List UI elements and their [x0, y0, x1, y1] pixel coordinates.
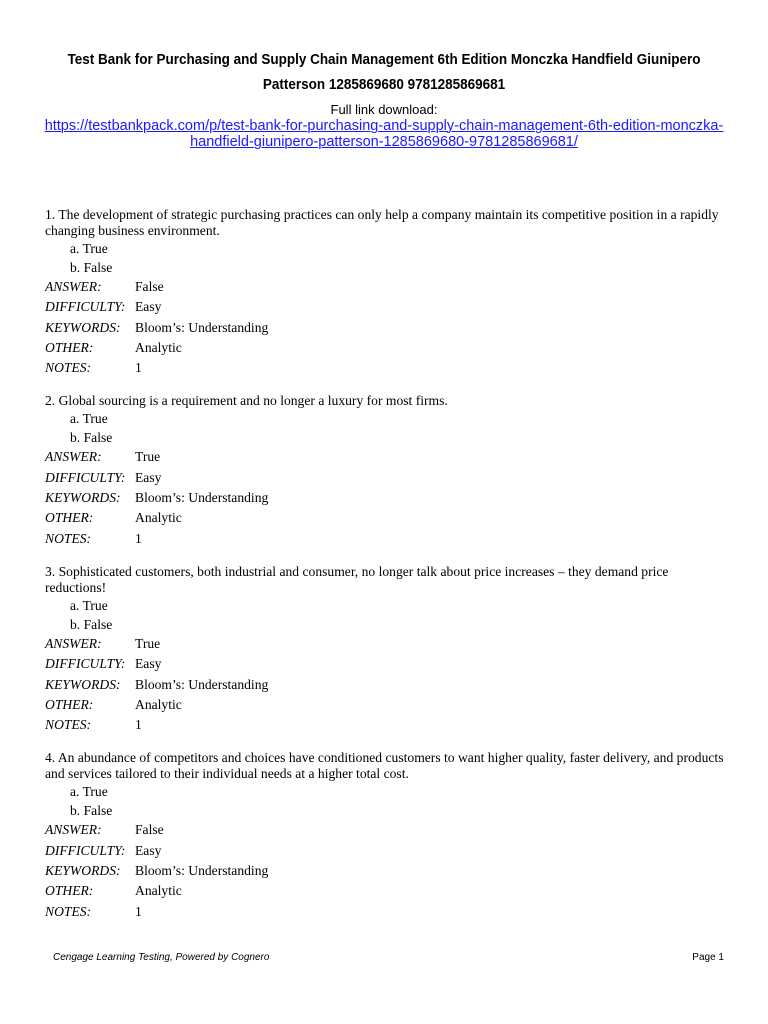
notes-label: NOTES: — [45, 360, 92, 376]
notes-row — [45, 358, 725, 378]
other-row — [45, 338, 725, 358]
question-4 — [45, 750, 725, 921]
other-label: OTHER: — [45, 883, 94, 899]
answer-label: ANSWER: — [45, 449, 102, 465]
option-b: b. False — [70, 803, 113, 819]
answer-label: ANSWER: — [45, 635, 102, 651]
other-label: OTHER: — [45, 510, 94, 526]
keywords-value: Bloom’s: Understanding — [135, 319, 269, 335]
difficulty-label: DIFFICULTY: — [45, 656, 126, 672]
difficulty-value: Easy — [135, 469, 162, 485]
notes-label: NOTES: — [45, 903, 92, 919]
difficulty-value: Easy — [135, 656, 162, 672]
question-2 — [45, 393, 725, 548]
answer-value: True — [135, 635, 161, 651]
other-value: Analytic — [135, 696, 182, 712]
question-text: 4. An abundance of competitors and choices have conditioned customers to want higher quality, faster delivery, and products and services tailored to their individual needs at a higher total cost. — [45, 750, 724, 782]
option-b: b. False — [70, 616, 113, 632]
keywords-value: Bloom’s: Understanding — [135, 863, 269, 879]
question-1 — [45, 207, 725, 378]
keywords-value: Bloom’s: Understanding — [135, 490, 269, 506]
option-b: b. False — [70, 430, 113, 446]
difficulty-label: DIFFICULTY: — [45, 469, 126, 485]
difficulty-row — [45, 841, 725, 861]
notes-row — [45, 902, 725, 922]
document-title-line-1: Test Bank for Purchasing and Supply Chain Management 6th Edition Monczka Handfield Giunipero — [67, 52, 701, 68]
keywords-row — [45, 861, 725, 881]
option-b: b. False — [70, 260, 113, 275]
answer-value: False — [135, 822, 164, 838]
question-text: 1. The development of strategic purchasing practices can only help a company maintain its competitive position in a rapidly changing business environment. — [45, 207, 719, 238]
question-text: 3. Sophisticated customers, both industrial and consumer, no longer talk about price increases – they demand price reductions! — [45, 563, 669, 595]
answer-row — [45, 820, 725, 840]
answer-row — [45, 447, 725, 467]
option-a: a. True — [70, 241, 108, 256]
difficulty-value: Easy — [135, 842, 162, 858]
keywords-row — [45, 675, 725, 695]
difficulty-row — [45, 654, 725, 674]
other-label: OTHER: — [45, 339, 94, 355]
answer-label: ANSWER: — [45, 279, 102, 294]
other-value: Analytic — [135, 339, 182, 355]
notes-value: 1 — [135, 903, 142, 919]
difficulty-row — [45, 468, 725, 488]
notes-value: 1 — [135, 530, 142, 546]
download-link[interactable]: https://testbankpack.com/p/test-bank-for-purchasing-and-supply-chain-management-6th-edition-monczka-handfield-giunipero-patterson-1285869680-9781285869681/ — [44, 118, 724, 150]
notes-value: 1 — [135, 717, 142, 733]
page-footer — [53, 952, 724, 963]
difficulty-value: Easy — [135, 299, 162, 315]
difficulty-row — [45, 297, 725, 317]
option-a: a. True — [70, 597, 108, 613]
keywords-row — [45, 488, 725, 508]
other-label: OTHER: — [45, 696, 94, 712]
option-a: a. True — [70, 784, 108, 800]
notes-row — [45, 529, 725, 549]
keywords-row — [45, 318, 725, 338]
notes-value: 1 — [135, 360, 142, 376]
document-title-line-2: Patterson 1285869680 9781285869681 — [262, 77, 506, 93]
answer-row — [45, 634, 725, 654]
answer-label: ANSWER: — [45, 822, 102, 838]
other-value: Analytic — [135, 510, 182, 526]
option-a: a. True — [70, 411, 108, 427]
question-3 — [45, 564, 725, 735]
footer-credit: Cengage Learning Testing, Powered by Cognero — [53, 952, 270, 963]
notes-row — [45, 715, 725, 735]
full-link-label: Full link download: — [330, 102, 438, 117]
page-number: Page 1 — [692, 952, 724, 963]
keywords-label: KEYWORDS: — [45, 490, 121, 506]
answer-value: False — [135, 279, 164, 294]
other-value: Analytic — [135, 883, 182, 899]
other-row — [45, 508, 725, 528]
difficulty-label: DIFFICULTY: — [45, 842, 126, 858]
question-text: 2. Global sourcing is a requirement and no longer a luxury for most firms. — [45, 393, 448, 409]
notes-label: NOTES: — [45, 530, 92, 546]
difficulty-label: DIFFICULTY: — [45, 299, 126, 315]
other-row — [45, 881, 725, 901]
keywords-label: KEYWORDS: — [45, 676, 121, 692]
other-row — [45, 695, 725, 715]
keywords-label: KEYWORDS: — [45, 319, 121, 335]
question-list — [45, 207, 725, 937]
answer-value: True — [135, 449, 161, 465]
answer-row — [45, 277, 725, 297]
keywords-value: Bloom’s: Understanding — [135, 676, 269, 692]
notes-label: NOTES: — [45, 717, 92, 733]
document-header — [0, 52, 768, 150]
keywords-label: KEYWORDS: — [45, 863, 121, 879]
